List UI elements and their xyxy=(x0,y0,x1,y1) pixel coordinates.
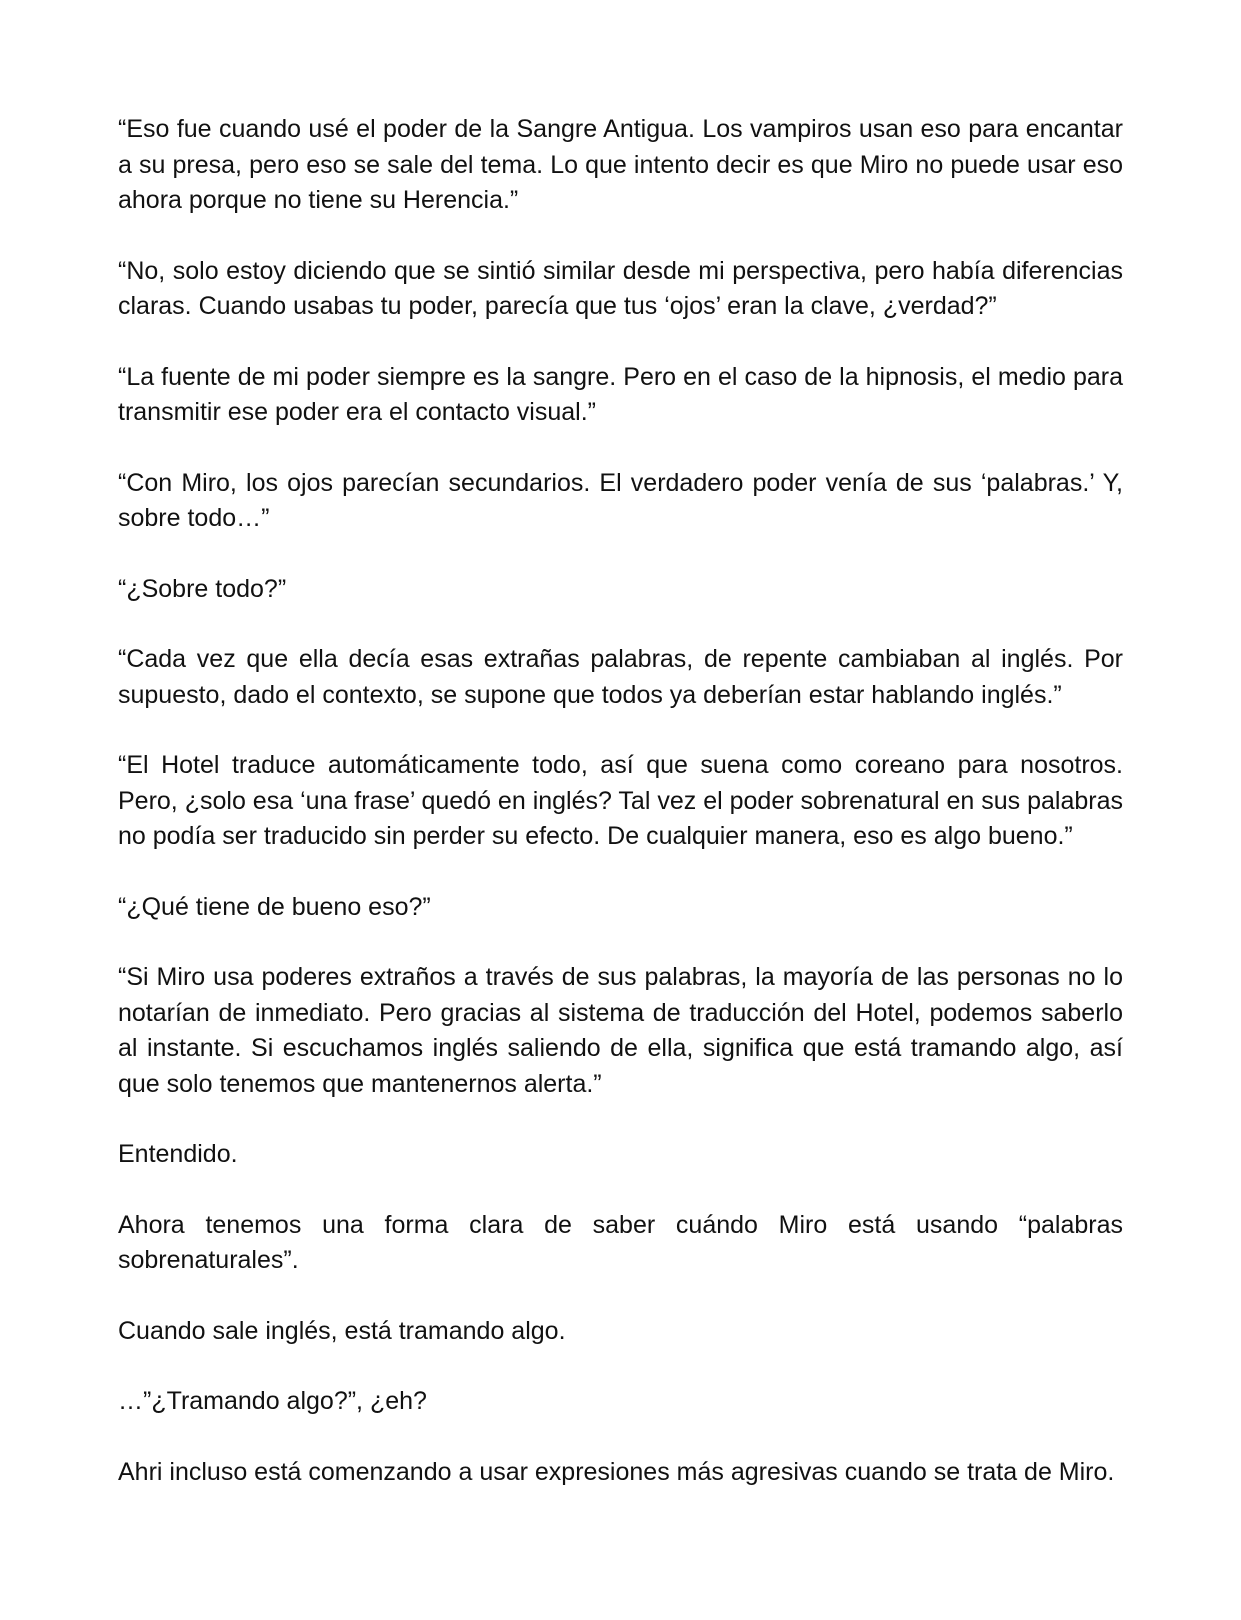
paragraph: “Con Miro, los ojos parecían secundarios. El verdadero poder venía de sus ‘palabras.’ Y, sobre todo…” xyxy=(118,468,1123,532)
paragraph: “La fuente de mi poder siempre es la sangre. Pero en el caso de la hipnosis, el medio para transmitir ese poder era el contacto visual.” xyxy=(118,362,1123,426)
paragraph: “No, solo estoy diciendo que se sintió similar desde mi perspectiva, pero había diferencias claras. Cuando usabas tu poder, parecía que tus ‘ojos’ eran la clave, ¿verdad?” xyxy=(118,256,1123,320)
paragraph: “¿Sobre todo?” xyxy=(118,574,287,603)
document-page xyxy=(118,112,1123,1525)
paragraph: Cuando sale inglés, está tramando algo. xyxy=(118,1316,566,1345)
paragraph: “Eso fue cuando usé el poder de la Sangre Antigua. Los vampiros usan eso para encantar a su presa, pero eso se sale del tema. Lo que intento decir es que Miro no puede usar eso ahora porque no tiene su Herencia.” xyxy=(118,115,1123,214)
paragraph: Ahri incluso está comenzando a usar expresiones más agresivas cuando se trata de Miro. xyxy=(118,1457,1115,1486)
paragraph: Entendido. xyxy=(118,1140,238,1168)
paragraph: …”¿Tramando algo?”, ¿eh? xyxy=(118,1387,427,1415)
paragraph: “¿Qué tiene de bueno eso?” xyxy=(118,892,431,921)
paragraph: “Si Miro usa poderes extraños a través de sus palabras, la mayoría de las personas no lo notarían de inmediato. Pero gracias al sistema de traducción del Hotel, podemos saberlo al instante. Si escuchamos inglés saliendo de ella, significa que está tramando algo, así que solo tenemos que mantenernos alerta.” xyxy=(118,963,1123,1098)
paragraph: “El Hotel traduce automáticamente todo, así que suena como coreano para nosotros. Pero, ¿solo esa ‘una frase’ quedó en inglés? Tal vez el poder sobrenatural en sus palabras no podía ser traducido sin perder su efecto. De cualquier manera, eso es algo bueno.” xyxy=(118,751,1123,850)
paragraph: “Cada vez que ella decía esas extrañas palabras, de repente cambiaban al inglés. Por supuesto, dado el contexto, se supone que todos ya deberían estar hablando inglés.” xyxy=(118,645,1123,709)
paragraph: Ahora tenemos una forma clara de saber cuándo Miro está usando “palabras sobrenaturales”. xyxy=(118,1210,1123,1274)
